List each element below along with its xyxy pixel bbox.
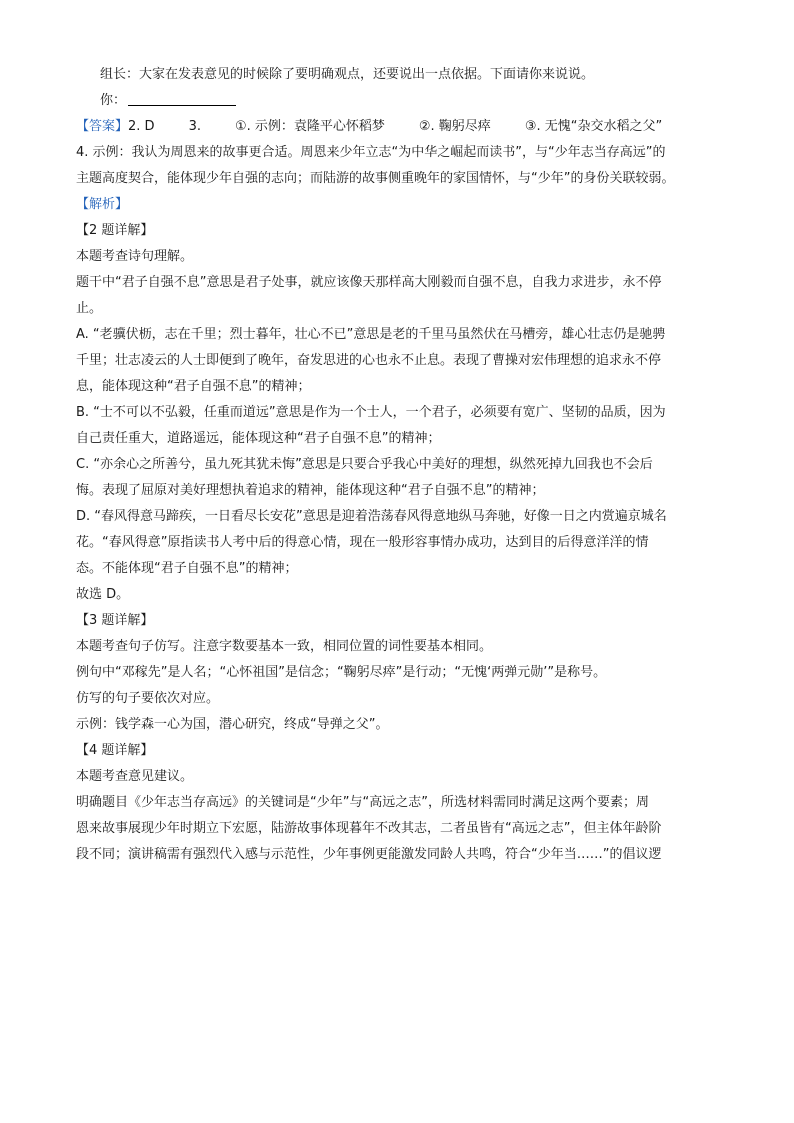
q2-line-8: 自己责任重大，道路遥远，能体现这种“君子自强不息”的精神； xyxy=(76,431,441,446)
q3-line-1: 本题考查句子仿写。注意字数要基本一致，相同位置的词性要基本相同。 xyxy=(76,639,493,654)
q3-detail-tag: 【3 题详解】 xyxy=(76,613,154,628)
q2-line-4: A. “老骥伏枥，志在千里；烈士暮年，壮心不已”意思是老的千里马虽然伏在马槽旁，雄心壮志仍是驰骋 xyxy=(76,327,666,342)
answer-tag: 【答案】 xyxy=(76,119,129,134)
answer-q4-line-2: 主题高度契合，能体现少年自强的志向；而陆游的故事侧重晚年的家国情怀，与“少年”的身份关联较弱。 xyxy=(76,171,675,186)
q2-line-9: C. “亦余心之所善兮，虽九死其犹未悔”意思是只要合乎我心中美好的理想，纵然死掉九回我也不会后 xyxy=(76,457,653,472)
q2-line-10: 悔。表现了屈原对美好理想执着追求的精神，能体现这种“君子自强不息”的精神； xyxy=(76,483,545,498)
intro-you-line xyxy=(100,88,732,114)
answer-q3-num: 3. xyxy=(188,119,201,134)
answer-q3-item-3: ③. 无愧“杂交水稻之父” xyxy=(524,119,663,134)
q4-detail-tag: 【4 题详解】 xyxy=(76,743,154,758)
q3-line-3: 仿写的句子要依次对应。 xyxy=(76,691,220,706)
answer-q3-item-1: ①. 示例：袁隆平心怀稻梦 xyxy=(234,119,385,134)
q4-line-3: 恩来故事展现少年时期立下宏愿，陆游故事体现暮年不改其志，二者虽皆有“高远之志”，但主体年龄阶 xyxy=(76,821,662,836)
q2-line-3: 止。 xyxy=(76,301,103,316)
q2-line-2: 题干中“君子自强不息”意思是君子处事，就应该像天那样高大刚毅而自强不息，自我力求进步，永不停 xyxy=(76,275,662,290)
q4-line-2: 明确题目《少年志当存高远》的关键词是“少年”与“高远之志”，所选材料需同时满足这两个要素；周 xyxy=(76,795,649,810)
q4-line-1: 本题考查意见建议。 xyxy=(76,769,194,784)
answer-q4-line-1: 4. 示例：我认为周恩来的故事更合适。周恩来少年立志“为中华之崛起而读书”，与“少年志当存高远”的 xyxy=(76,145,666,160)
q2-line-11: D. “春风得意马蹄疾，一日看尽长安花”意思是迎着浩荡春风得意地纵马奔驰，好像一日之内赏遍京城名 xyxy=(76,509,667,524)
q3-line-2: 例句中“邓稼先”是人名；“心怀祖国”是信念；“鞠躬尽瘁”是行动；“无愧‘两弹元勋’”是称号。 xyxy=(76,665,607,680)
answer-q3-item-2: ②. 鞠躬尽瘁 xyxy=(418,119,491,134)
intro-leader-line: 组长：大家在发表意见的时候除了要明确观点，还要说出一点依据。下面请你来说说。 xyxy=(100,67,595,82)
analysis-tag: 【解析】 xyxy=(76,197,129,212)
q2-line-1: 本题考查诗句理解。 xyxy=(76,249,194,264)
q4-line-4: 段不同；演讲稿需有强烈代入感与示范性，少年事例更能激发同龄人共鸣，符合“少年当……”的倡议逻 xyxy=(76,847,662,862)
q2-line-5: 千里；壮志凌云的人士即便到了晚年，奋发思进的心也永不止息。表现了曹操对宏伟理想的追求永不停 xyxy=(76,353,662,368)
q2-detail-tag: 【2 题详解】 xyxy=(76,223,154,238)
q2-line-14: 故选 D。 xyxy=(76,587,130,602)
you-label: 你： xyxy=(100,93,127,108)
q2-line-13: 态。不能体现“君子自强不息”的精神； xyxy=(76,561,298,576)
q2-line-6: 息，能体现这种“君子自强不息”的精神； xyxy=(76,379,311,394)
q2-line-7: B. “士不可以不弘毅，任重而道远”意思是作为一个士人，一个君子，必须要有宽广、坚韧的品质，因为 xyxy=(76,405,666,420)
q2-line-12: 花。“春风得意”原指读书人考中后的得意心情，现在一般形容事情办成功，达到目的后得意洋洋的情 xyxy=(76,535,649,550)
document-body xyxy=(76,62,732,868)
q3-line-4: 示例：钱学森一心为国，潜心研究，终成“导弹之父”。 xyxy=(76,717,389,732)
answer-blank xyxy=(128,91,236,106)
answer-line xyxy=(76,114,732,140)
answer-q2: 2. D xyxy=(128,119,155,134)
